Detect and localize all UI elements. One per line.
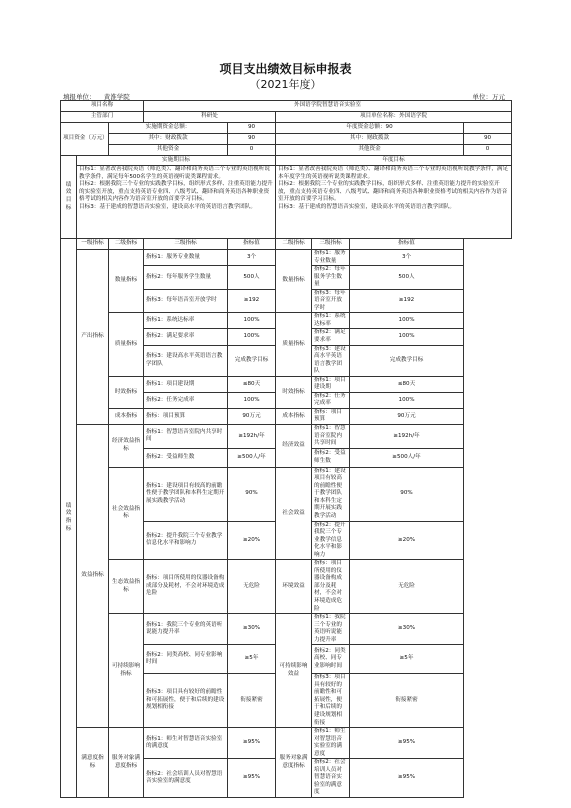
indicator-value-right: ≤80天: [350, 376, 464, 392]
page-title: 项目支出绩效目标申报表: [219, 62, 352, 76]
indicator-value: 500人: [228, 266, 276, 290]
indicator-value: ≥5年: [228, 645, 276, 674]
level3-indicator: 指标2：任务完成率: [144, 392, 228, 408]
level2-category-right: 服务对象满意度指标: [276, 728, 312, 798]
level2-category-right: 时效指标: [276, 376, 312, 408]
fund-item-value: 90: [228, 123, 276, 134]
indicator-value-right: ≥5年: [350, 645, 464, 674]
level3-indicator: 指标：项目预算: [144, 408, 228, 424]
level3-indicator-right: 指标1：智慧语音室院内共享时间: [312, 425, 350, 449]
fund-label: 项目资金（万元）: [61, 123, 109, 156]
indicators-label: 绩效指标: [61, 239, 77, 798]
level3-indicator: 指标2：同类高校、同专业影响时间: [144, 645, 228, 674]
indicator-value-right: 500人: [350, 266, 464, 290]
indicator-value: ≥95%: [228, 759, 276, 798]
indicator-row: [61, 728, 512, 759]
level3-indicator: 指标2：满足要求率: [144, 329, 228, 345]
fund-item-value: 0: [228, 145, 276, 156]
col-head-val: 指标值: [228, 239, 276, 250]
indicator-value-right: 衔接紧密: [350, 674, 464, 728]
level2-category: 社会效益指标: [109, 467, 144, 560]
indicator-row: [61, 250, 512, 266]
level3-indicator: 指标1：服务专业数量: [144, 250, 228, 266]
level2-category-right: 经济效益: [276, 425, 312, 468]
indicator-value: 3个: [228, 250, 276, 266]
indicator-value: 100%: [228, 392, 276, 408]
year-fund-label: 年度资金总额：90: [276, 123, 464, 134]
indicator-value: 90%: [228, 467, 276, 521]
indicator-value-right: ≥500人/年: [350, 448, 464, 467]
level3-indicator: 指标3：建设高水平英语语言教学团队: [144, 345, 228, 376]
level3-indicator: 指标1：项目建设期: [144, 376, 228, 392]
impl-goal-text: 目标1：显著改善我院英语（师范类）、翻译和商务英语三个专业的英语视听说教学条件，满足每年500名学生的英语视听说类课程需求。 目标2：根据我院三个专业的实践教学目标，组织形式多样、注重英语能力提升的实验室开放，重点支持英语专业四、八级考试、翻译和商务英语各种职业资格考试的相关内容作为语音室开放的首要学习目标。 目标3：基于建成的智慧语音实验室，建设高水平的英语语言教学团队。: [77, 166, 276, 239]
level3-indicator-right: 指标1：系统达标率: [312, 313, 350, 329]
indicator-value: 100%: [228, 329, 276, 345]
impl-unit-label: 项目单位名称：外国语学院: [276, 112, 512, 123]
page-subtitle: （2021年度）: [249, 78, 322, 91]
fund-item-label: 其他资金: [109, 145, 228, 156]
year-goal-text: 目标1：显著改善我院英语（师范类）、翻译和商务英语三个专业的英语视听说教学条件，满足本年度学生的英语视听说类课程需求。 目标2：根据我院三个专业的实践教学目标，组织形式多样、注重英语能力提升的实验室开放，重点支持英语专业四、八级考试、翻译和商务英语各种职业资格考试的相关内容作为语音室开放的首要学习目标。 目标3：基于建成的智慧语音实验室，建设高水平的英语语言教学团队。: [276, 166, 512, 239]
dept-value: 科研处: [144, 112, 276, 123]
level2-category: 可持续影响指标: [109, 614, 144, 728]
indicator-value: ≥95%: [228, 728, 276, 759]
indicator-value: ≥192: [228, 289, 276, 313]
level3-indicator-right: 指标1：建设项目有较高的前瞻性便于教学团队和本科生定期开展实践教学活动: [312, 467, 350, 521]
indicator-value: 100%: [228, 313, 276, 329]
level3-indicator: 指标1：我院三个专业的英语听说能力提升率: [144, 614, 228, 645]
level3-indicator-right: 指标1：我院三个专业的英语听说能力提升率: [312, 614, 350, 645]
level3-indicator-right: 指标1：师生对智慧语音实验室的满意度: [312, 728, 350, 759]
year-goal-head: 年度目标: [276, 156, 512, 166]
fund-item-label: 其中：财政拨款: [109, 134, 228, 145]
level2-category: 时效指标: [109, 376, 144, 408]
level3-indicator-right: 指标3：项目具有较好的前瞻性和可拓展性，便于和后续的建设规划相衔接: [312, 674, 350, 728]
level2-category-right: 社会效益: [276, 467, 312, 560]
level3-indicator: 指标1：师生对智慧语音实验室的满意度: [144, 728, 228, 759]
indicator-value-right: 无危险: [350, 560, 464, 614]
indicator-value: 完成教学目标: [228, 345, 276, 376]
indicator-value-right: 完成教学目标: [350, 345, 464, 376]
filler-value: 黄淮学院: [103, 93, 130, 101]
indicator-value: ≤80天: [228, 376, 276, 392]
goal-text-row: [61, 166, 512, 239]
level2-category-right: 成本指标: [276, 408, 312, 424]
table-row: [61, 101, 512, 112]
level3-indicator-right: 指标2：提升我院三个专业教学信息化水平和影响力: [312, 521, 350, 560]
level3-indicator: 指标：项目所使用的仪器设备构成部分及耗材，不会对环境造成危险: [144, 560, 228, 614]
level2-category: 数量指标: [109, 250, 144, 313]
level3-indicator: 指标3：每年语音室开放学时: [144, 289, 228, 313]
level2-category-right: 数量指标: [276, 250, 312, 313]
level2-category: 经济效益指标: [109, 425, 144, 468]
level1-category: 产出指标: [77, 250, 109, 425]
level3-indicator: 指标1：系统达标率: [144, 313, 228, 329]
indicator-row: [61, 467, 512, 521]
level3-indicator: 指标2：提升我院三个专业教学信息化水平和影响力: [144, 521, 228, 560]
indicator-value: 衔接紧密: [228, 674, 276, 728]
level1-category: 效益指标: [77, 425, 109, 728]
goals-label: 绩效目标: [61, 156, 77, 239]
level2-category: 成本指标: [109, 408, 144, 424]
impl-goal-head: 实施期目标: [77, 156, 276, 166]
level1-category: 满意度指标: [77, 728, 109, 798]
level2-category: 生态效益指标: [109, 560, 144, 614]
filler-label: 填报单位：: [63, 93, 96, 101]
indicator-row: [61, 376, 512, 392]
indicator-value-right: 100%: [350, 392, 464, 408]
indicator-row: [61, 408, 512, 424]
indicator-value-right: ≥20%: [350, 521, 464, 560]
indicator-value: ≥20%: [228, 521, 276, 560]
indicator-value-right: ≥30%: [350, 614, 464, 645]
fund-row: [61, 134, 512, 145]
level3-indicator-right: 指标3：每年语音室开放学时: [312, 289, 350, 313]
indicator-value-right: ≥95%: [350, 728, 464, 759]
level2-category-right: 质量指标: [276, 313, 312, 376]
level2-category: 质量指标: [109, 313, 144, 376]
indicator-row: [61, 614, 512, 645]
col-head-val-right: 指标值: [350, 239, 464, 250]
year-fund-value: 90: [464, 134, 512, 145]
fund-item-value: 90: [228, 134, 276, 145]
level3-indicator-right: 指标2：满足要求率: [312, 329, 350, 345]
indicator-value-right: ≥95%: [350, 759, 464, 798]
indicator-value: 无危险: [228, 560, 276, 614]
year-fund-value: [464, 123, 512, 134]
year-fund-value: 0: [464, 145, 512, 156]
project-name-value: 外国语学院智慧语音实验室: [144, 101, 512, 112]
indicator-value-right: 90%: [350, 467, 464, 521]
indicator-value: 90万元: [228, 408, 276, 424]
indicator-value-right: 100%: [350, 329, 464, 345]
indicator-value: ≥500人/年: [228, 448, 276, 467]
indicator-value-right: ≥192: [350, 289, 464, 313]
indicator-row: [61, 313, 512, 329]
indicator-value-right: 3个: [350, 250, 464, 266]
indicator-value: ≥30%: [228, 614, 276, 645]
dept-label: 主管部门: [61, 112, 144, 123]
indicator-value-right: 100%: [350, 313, 464, 329]
level3-indicator-right: 指标：项目预算: [312, 408, 350, 424]
level3-indicator: 指标1：建设项目有较高的前瞻性便于教学团队和本科生定期开展实践教学活动: [144, 467, 228, 521]
level3-indicator-right: 指标1：服务专业数量: [312, 250, 350, 266]
year-fund-label: 其他资金: [276, 145, 464, 156]
level3-indicator-right: 指标2：社会培训人员对智慧语音实验室的满意度: [312, 759, 350, 798]
level2-category-right: 环境效益: [276, 560, 312, 614]
table-row: [61, 112, 512, 123]
col-head-l1: 一级指标: [77, 239, 109, 250]
fund-item-label: 实施期资金总额：: [109, 123, 228, 134]
level3-indicator-right: 指标3：建设高水平英语语言教学团队: [312, 345, 350, 376]
level3-indicator: 指标1：智慧语音室院内共享时间: [144, 425, 228, 449]
col-head-l2: 二级指标: [109, 239, 144, 250]
level3-indicator: 指标2：社会培训人员对智慧语音实验室的满意度: [144, 759, 228, 798]
level3-indicator-right: 指标2：受益师生数: [312, 448, 350, 467]
money-unit: 单位：万元: [472, 93, 505, 101]
indicator-row: [61, 425, 512, 449]
level3-indicator-right: 指标2：任务完成率: [312, 392, 350, 408]
year-fund-label: 其中：财政拨款: [276, 134, 464, 145]
fund-row: [61, 145, 512, 156]
table-row: [61, 156, 512, 166]
col-head-l2-right: 二级指标: [276, 239, 312, 250]
indicator-value: ≥192h/年: [228, 425, 276, 449]
fund-row: [61, 123, 512, 134]
level3-indicator-right: 指标：项目所使用的仪器设备构成部分及耗材，不会对环境造成危险: [312, 560, 350, 614]
level3-indicator: 指标2：受益师生数: [144, 448, 228, 467]
indicator-value-right: ≥192h/年: [350, 425, 464, 449]
indicator-row: [61, 560, 512, 614]
indicator-value-right: 90万元: [350, 408, 464, 424]
col-head-l3: 三级指标: [144, 239, 228, 250]
level3-indicator: 指标2：每年服务学生数量: [144, 266, 228, 290]
performance-table: [60, 100, 512, 798]
level2-category: 服务对象满意度指标: [109, 728, 144, 798]
level3-indicator-right: 指标2：每年服务学生数量: [312, 266, 350, 290]
level3-indicator-right: 指标2：同类高校、同专业影响时间: [312, 645, 350, 674]
level3-indicator-right: 指标1：项目建设期: [312, 376, 350, 392]
level2-category-right: 可持续影响效益: [276, 614, 312, 728]
col-head-l3-right: 三级指标: [312, 239, 350, 250]
indicator-head-row: [61, 239, 512, 250]
project-name-label: 项目名称: [61, 101, 144, 112]
level3-indicator: 指标3：项目具有较好的前瞻性和可拓展性，便于和后续的建设规划相衔接: [144, 674, 228, 728]
